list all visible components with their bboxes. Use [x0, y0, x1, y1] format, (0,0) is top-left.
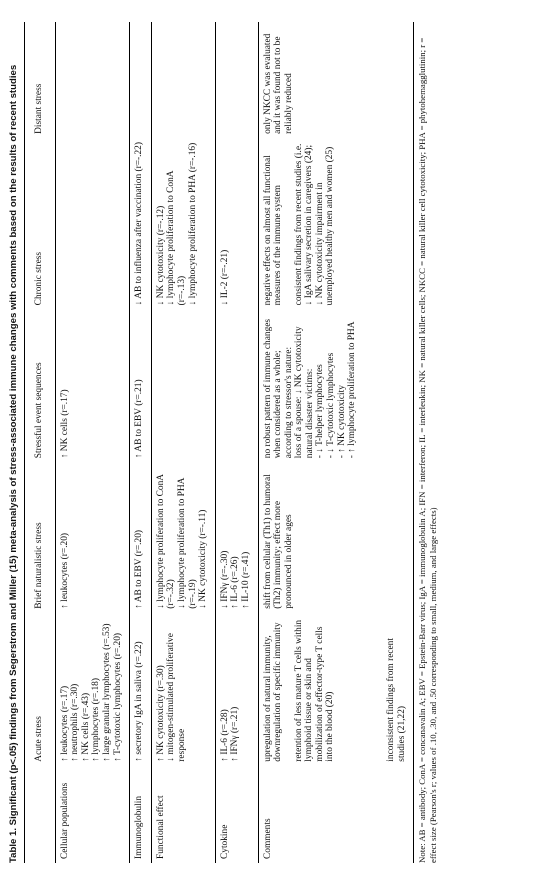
table-cell	[151, 22, 215, 138]
table-cell	[55, 309, 130, 462]
table-row	[215, 22, 258, 863]
table-cell	[151, 462, 215, 613]
cell-line: ↑ AB to EBV (r=.21)	[134, 379, 145, 459]
cell-line: ↑ NK cytotoxicity (r=.30)	[155, 665, 166, 762]
cell-line: ↓ lymphocyte proliferation to PHA (r=-.19)	[176, 478, 198, 609]
table-cell	[130, 138, 152, 309]
cell-line: ↑ lymphocytes (r=.18)	[91, 678, 102, 762]
cell-line	[336, 617, 346, 762]
header-cell	[28, 766, 55, 863]
cell-line: ↑ T-cytotoxic lymphocytes (r=.20)	[112, 632, 123, 762]
table-row	[151, 22, 215, 863]
cell-line: ↑ neutrophils (r=.30)	[70, 683, 81, 762]
cell-line: ↓ lymphocyte proliferation to PHA (r=-.16)	[187, 142, 198, 306]
cell-line: ↓ NK cytotoxicity (r=-.11)	[198, 509, 209, 609]
table-cell	[151, 613, 215, 766]
header-cell: Acute stress	[28, 613, 55, 766]
cell-line: consistent findings from recent studies (i.e. ↓ IgA salivary secretion in caregivers (24);	[293, 143, 315, 306]
table-cell	[55, 462, 130, 613]
row-label: Comments	[258, 766, 414, 863]
cell-line	[284, 142, 294, 305]
cell-line: - ↓ T-cytotoxic lymphocytes	[326, 352, 337, 459]
table-note: Note: AB = antibody; ConA = concanavalin A; EBV = Epstein-Barr virus; IgA = immunoglobulin A; IFN = interferon; IL = interleukin; NK = natural killer cells; NKCC = natural killer cell cytotoxicity; PHA = phytohemagglutinin; r = effect size (Pearson's r; values of .10, .30, and .50 corresponding to small, medium, and large effects)	[417, 37, 438, 863]
table-cell	[258, 138, 414, 309]
header-cell: Distant stress	[28, 22, 55, 138]
cell-line: loss of a spouse: ↓ NK cytotoxicity	[294, 326, 305, 459]
table-cell	[215, 613, 258, 766]
table-cell	[215, 138, 258, 309]
cell-line: ↓ NK cytotoxicity impairment in unemployed healthy men and women (25)	[314, 146, 336, 306]
table-row	[258, 22, 414, 863]
row-label: Cytokine	[215, 766, 258, 863]
table-cell	[130, 462, 152, 613]
table-cell	[258, 613, 414, 766]
cell-line: ↑ leukocytes (r=.17)	[59, 685, 70, 762]
cell-line: ↑ NK cells (r=.17)	[59, 389, 70, 459]
cell-line: shift from cellular (Th1) to humoral (Th2) immunity; effect more pronounced in older ages	[262, 474, 294, 609]
cell-line	[284, 617, 294, 762]
table-cell	[55, 22, 130, 138]
cell-line: retention of less mature T cells within lymphoid tissue or skin and mobilization of effector-type T cells into the blood (20)	[293, 619, 336, 762]
cell-line: ↑ NK cells (r=.43)	[80, 692, 91, 762]
table-cell	[130, 613, 152, 766]
cell-line: ↑ leukocytes (r=.20)	[59, 532, 70, 609]
cell-line	[346, 617, 356, 762]
cell-line: ↑ IL-6 (r=.28)	[219, 709, 230, 762]
table-cell	[258, 22, 414, 138]
cell-line	[376, 617, 386, 762]
table-cell	[215, 462, 258, 613]
header-cell: Brief naturalistic stress	[28, 462, 55, 613]
row-label: Immunoglobulin	[130, 766, 152, 863]
cell-line: ↓ lymphocyte proliferation to ConA (r=-.13)	[166, 170, 187, 306]
cell-line: ↓ IFNγ (r=-.30)	[219, 550, 230, 609]
cell-line: - ↑ NK cytotoxicity	[336, 385, 347, 459]
cell-line: negative effects on almost all functional measures of the immune system	[262, 155, 284, 306]
table-cell	[151, 309, 215, 462]
stress-immune-table	[28, 22, 414, 863]
cell-line: - ↑ lymphocyte proliferation to PHA	[347, 321, 358, 459]
header-cell: Chronic stress	[28, 138, 55, 309]
cell-line: ↑ large granular lymphocytes (r=.53)	[101, 623, 112, 762]
cell-line: ↓ IL-2 (r=-.21)	[219, 249, 230, 306]
row-label: Cellular populations	[55, 766, 130, 863]
table-cell	[130, 22, 152, 138]
row-label: Functional effect	[151, 766, 215, 863]
cell-line: upregulation of natural immunity, downregulation of specific immunity	[262, 622, 284, 762]
table-cell	[130, 309, 152, 462]
cell-line	[356, 617, 366, 762]
cell-line: ↑ IL-10 (r=.41)	[240, 551, 251, 609]
header-cell: Stressful event sequences	[28, 309, 55, 462]
cell-line: natural disaster victims:	[304, 368, 315, 459]
cell-line	[366, 617, 376, 762]
table-cell	[215, 309, 258, 462]
cell-line: inconsistent findings from recent studies (21,22)	[386, 638, 407, 762]
header-row	[28, 22, 55, 863]
cell-line: - ↓ T-helper lymphocytes	[315, 364, 326, 459]
table-body	[55, 22, 414, 863]
cell-line: ↑ IL-6 (r=.26)	[230, 556, 241, 609]
cell-line: ↑ secretory IgA in saliva (r=.22)	[134, 641, 145, 762]
cell-line: no robust pattern of immune changes when considered as a whole; according to stressor's nature:	[262, 318, 294, 459]
table-row	[130, 22, 152, 863]
cell-line: ↑ IFNγ (r=.21)	[230, 706, 241, 762]
table-cell	[258, 462, 414, 613]
table-cell	[55, 613, 130, 766]
cell-line: ↓ lymphocyte proliferation to ConA (r=-.32)	[155, 474, 177, 609]
cell-line: ↓ mitogen-stimulated proliferative response	[166, 633, 187, 762]
table-caption: Table 1. Significant (p<.05) findings from Segerstrom and Miller (15) meta-analysis of stress-associated immune changes with comments based on the results of recent studies	[8, 22, 25, 863]
table-cell	[258, 309, 414, 462]
cell-line: only NKCC was evaluated and it was found not to be reliably reduced	[262, 33, 294, 134]
table-cell	[215, 22, 258, 138]
table-row	[55, 22, 130, 863]
table-cell	[151, 138, 215, 309]
cell-line: ↑ AB to EBV (r=.20)	[134, 529, 145, 609]
cell-line: ↓ AB to influenza after vaccination (r=-.22)	[134, 142, 145, 306]
cell-line: ↓ NK cytotoxicity (r=-.12)	[155, 205, 166, 306]
table-cell	[55, 138, 130, 309]
